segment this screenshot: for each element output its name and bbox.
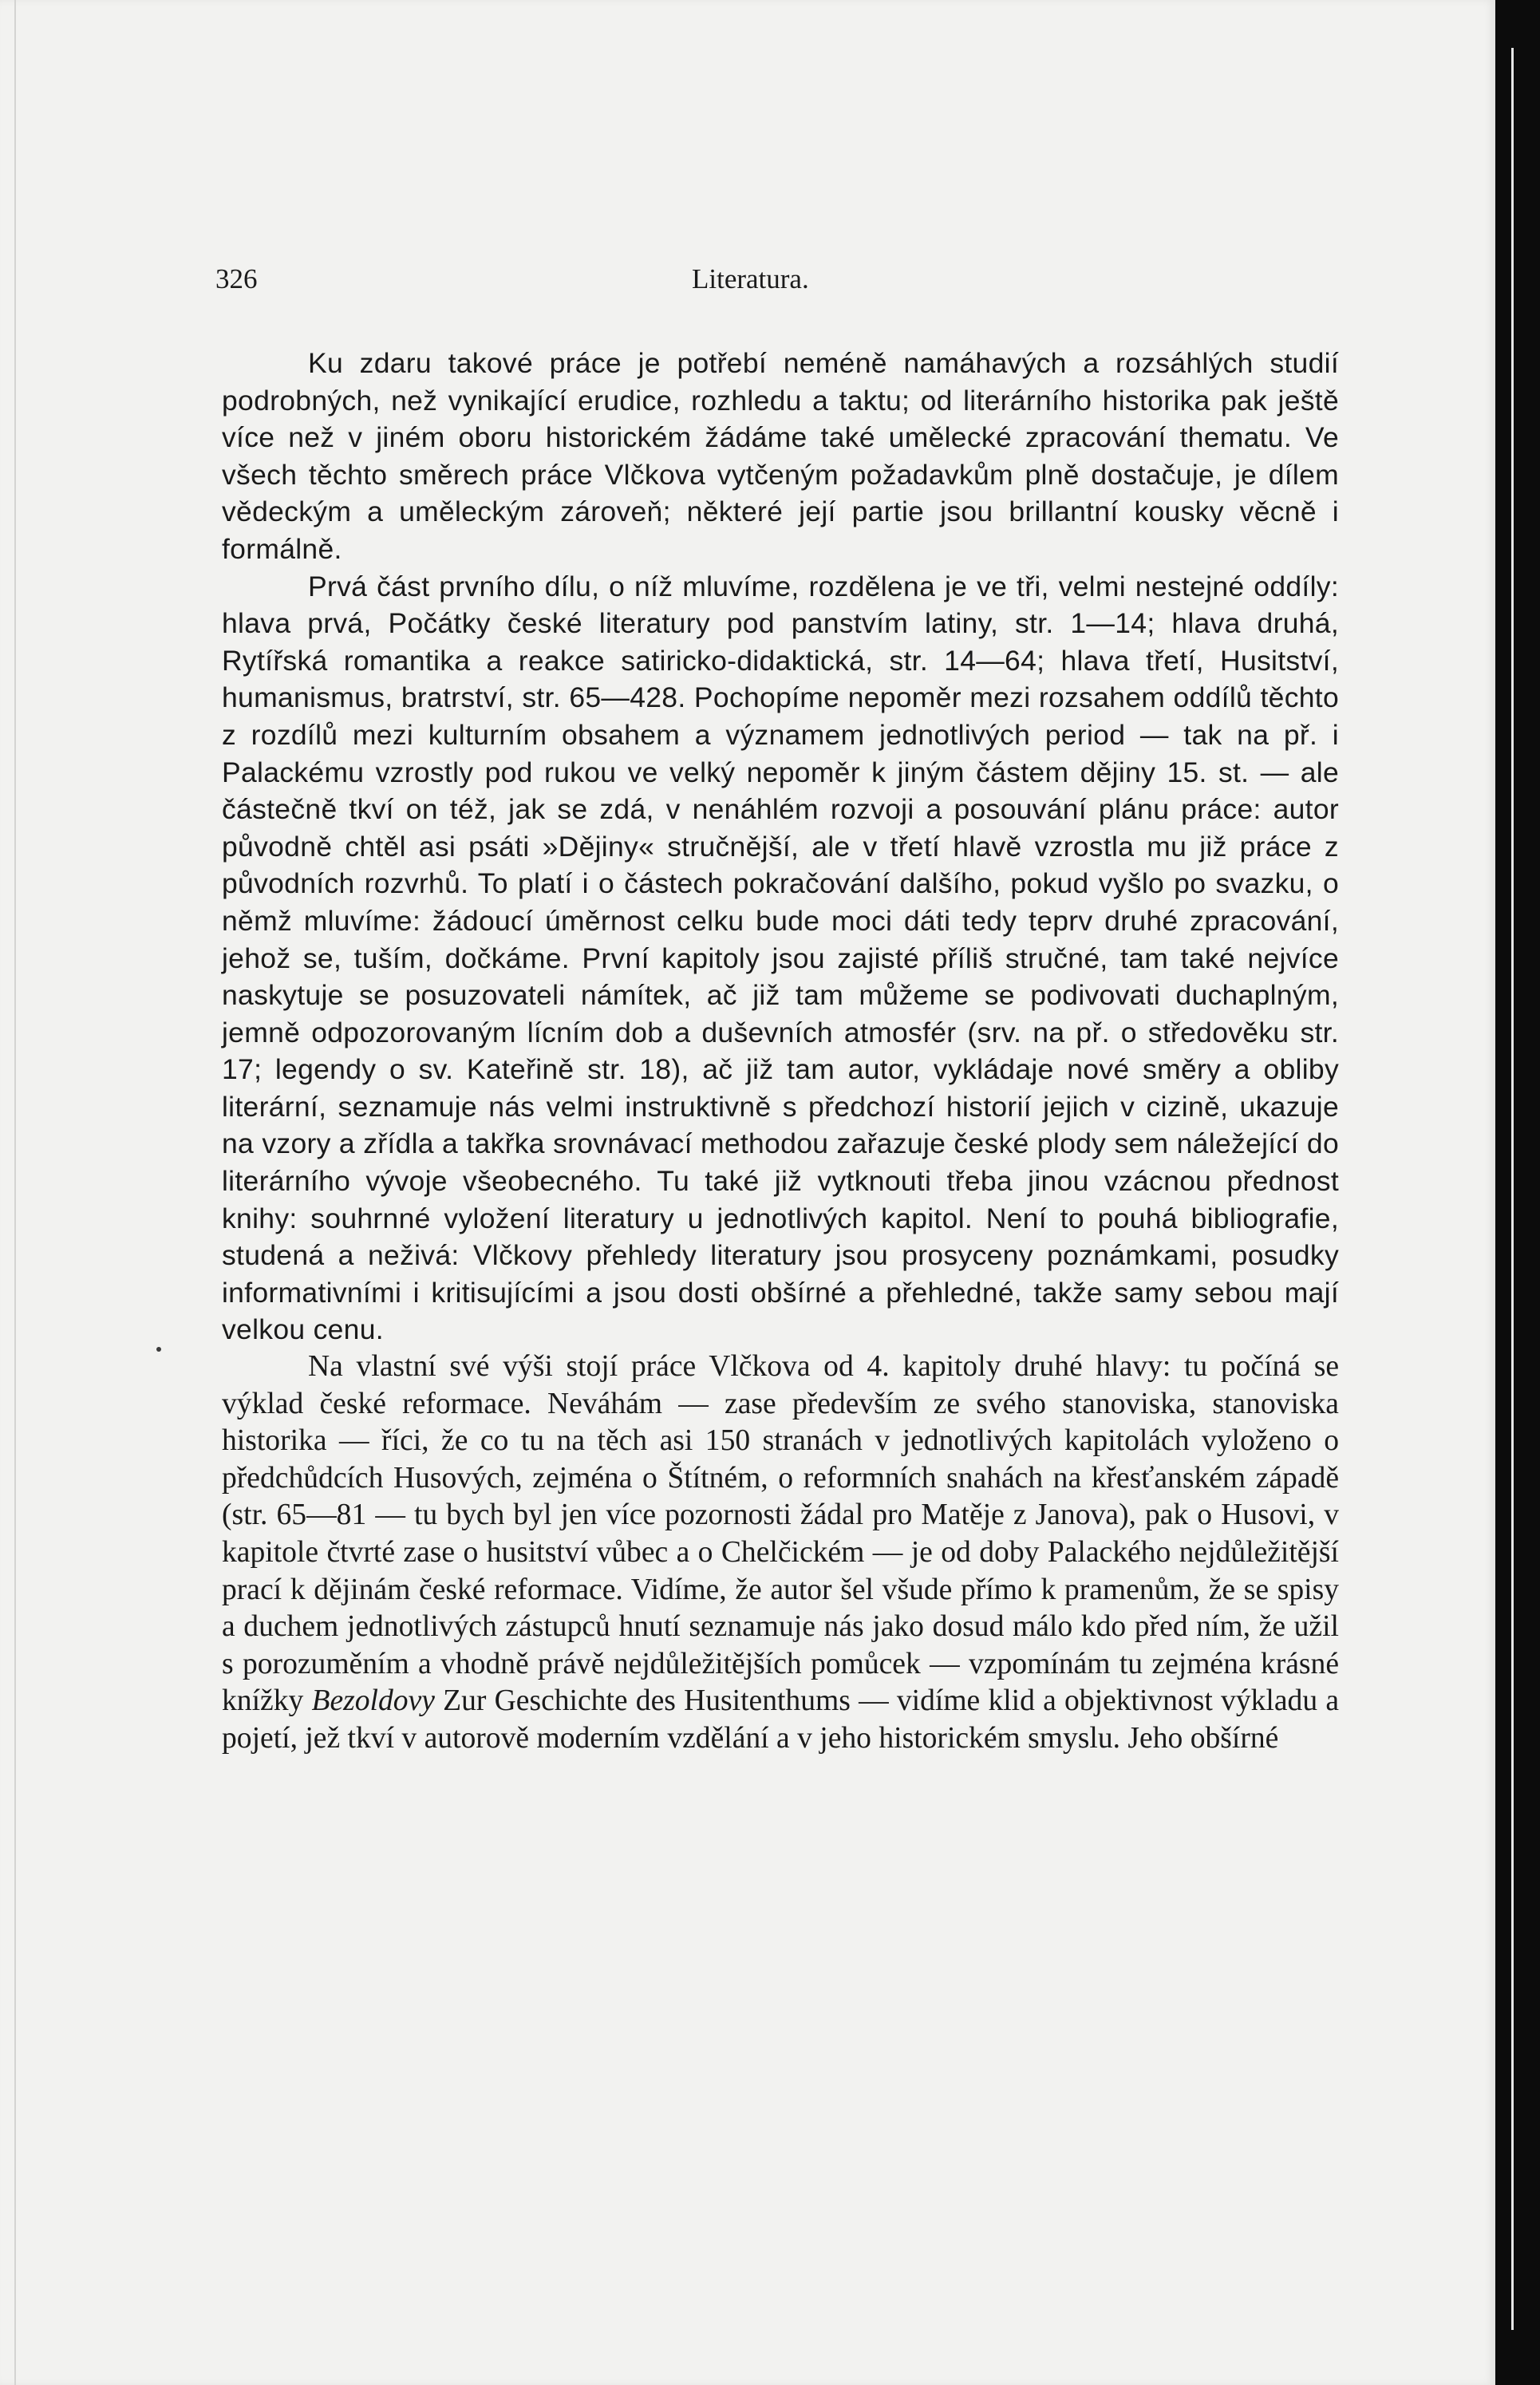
running-title: Literatura. [692,263,809,294]
scan-dark-border [1495,0,1540,2385]
paragraph-2: Prvá část prvního dílu, o níž mluvíme, rozdělena je ve tři, velmi nestejné oddíly: hlava prvá, Počátky české literatury pod panstvím latiny, str. 1—14; hlava druhá, Rytířská romantika a reakce satiricko-didaktická, str. 14—64; hlava třetí, Husitství, humanismus, bratrství, str. 65—428. Pochopíme nepoměr mezi rozsahem oddílů těchto z rozdílů mezi kulturním obsahem a významem jednotlivých period — tak na př. i Palackému vzrostly pod rukou ve velký nepoměr k jiným částem dějiny 15. st. — ale částečně tkví on též, jak se zdá, v nenáhlém rozvoji a posouvání plánu práce: autor původně chtěl asi psáti »Dějiny« stručnější, ale v třetí hlavě vzrostla mu již práce z původních rozvrhů. To platí i o částech pokračování dalšího, pokud vyšlo po svazku, o němž mluvíme: žádoucí úměrnost celku bude moci dáti tedy teprv druhé zpracování, jehož se, tuším, dočkáme. První kapitoly jsou zajisté příliš stručné, tam také nejvíce naskytuje se posuzovateli námítek, ač již tam můžeme se podivovati duchaplným, jemně odpozorovaným lícním dob a duševních atmosfér (srv. na př. o středověku str. 17; legendy o sv. Kateřině str. 18), ač již tam autor, vykládaje nové směry a obliby literární, seznamuje nás velmi instruktivně s předchozí historií jejich v cizině, ukazuje na vzory a zřídla a takřka srovnávací methodou zařazuje české plody sem náležející do literárního vývoje všeobecného. Tu také již vytknouti třeba jinou vzácnou přednost knihy: souhrnné vyložení literatury u jednotlivých kapitol. Není to pouhá bibliografie, studená a neživá: Vlčkovy přehledy literatury jsou prosyceny poznámkami, posudky informativními i kritisujícími a jsou dosti obšírné a přehledné, takže samy sebou mají velkou cenu. [222,570,1339,1346]
paragraph-3-italic-name: Bezoldovy [311,1684,435,1718]
page-header [215,263,1333,299]
scan-speck [156,1347,161,1352]
scan-edge-line [14,0,16,2385]
paragraph-3-text-after: Zur Geschichte des Husitenthums — vidíme klid a objektivnost výkladu a pojetí, jež tkví v autorově moderním vzdělání a v jeho historickém smyslu. Jeho obšírné [222,1684,1339,1755]
paragraph-3 [222,1348,1339,1758]
paragraph-3-text-before: Na vlastní své výši stojí práce Vlčkova od 4. kapitoly druhé hlavy: tu počíná se výklad české reformace. Neváhám — zase především ze svého stanoviska, stanoviska historika — říci, že co tu na těch asi 150 stranách v jednotlivých kapitolách vyloženo o předchůdcích Husových, zejména o Štítném, o reformních snahách na křesťanském západě (str. 65—81 — tu bych byl jen více pozornosti žádal pro Matěje z Janova), pak o Husovi, v kapitole čtvrté zase o husitství vůbec a o Chelčickém — je od doby Palackého nejdůležitější prací k dějinám české reformace. Vidíme, že autor šel všude přímo k pramenům, že se spisy a duchem jednotlivých zástupců hnutí seznamuje nás jako dosud málo kdo před ním, že užil s porozuměním a vhodně právě nejdůležitějších pomůcek — vzpomínám tu zejména krásné knížky [222,1350,1339,1718]
body-text [222,345,1339,1758]
scan-border-line [1511,48,1514,2330]
page-number: 326 [215,263,258,294]
paragraph-1: Ku zdaru takové práce je potřebí neméně namáhavých a rozsáhlých studií podrobných, než vynikající erudice, rozhledu a taktu; od literárního historika pak ještě více než v jiném oboru historickém žádáme také umělecké zpracování thematu. Ve všech těchto směrech práce Vlčkova vytčeným požadavkům plně dostačuje, je dílem vědeckým a uměleckým zároveň; některé její partie jsou brillantní kousky věcně i formálně. [222,347,1339,565]
